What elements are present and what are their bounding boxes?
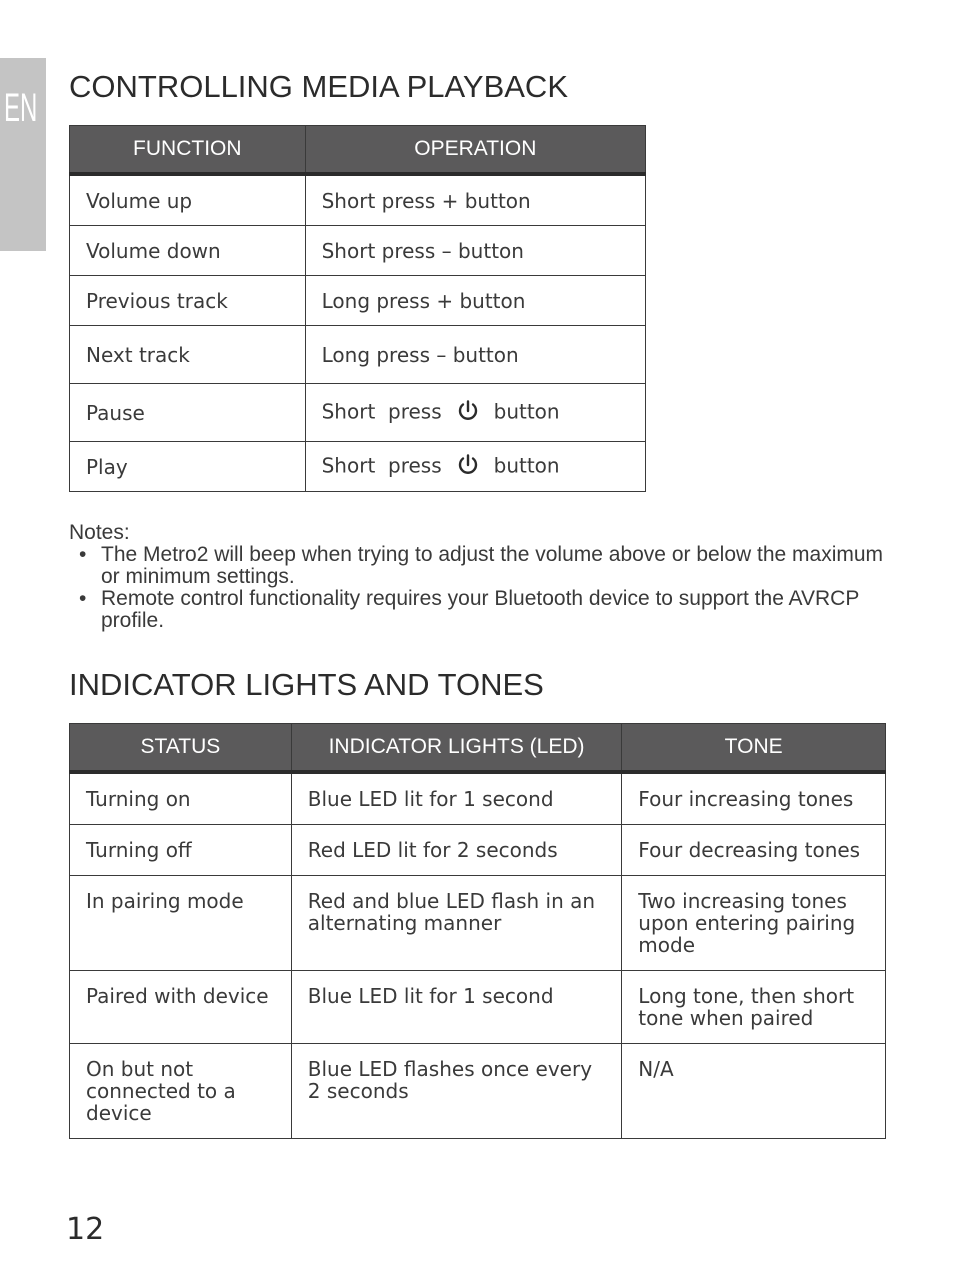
status-cell: Turning on [70, 772, 292, 825]
power-icon [456, 399, 480, 427]
led-cell: Blue LED flashes once every 2 seconds [291, 1044, 622, 1139]
page-number: 12 [66, 1212, 105, 1247]
table-row [70, 174, 646, 226]
status-cell: Turning off [70, 825, 292, 876]
media-playback-table [69, 125, 646, 492]
function-cell: Previous track [70, 276, 306, 326]
table-row [70, 825, 886, 876]
notes-list [69, 544, 889, 632]
status-cell: Paired with device [70, 971, 292, 1044]
function-cell: Volume down [70, 226, 306, 276]
header-function: FUNCTION [70, 126, 306, 175]
table-row [70, 971, 886, 1044]
table-row [70, 384, 646, 442]
language-tab-label: EN [4, 86, 38, 130]
table-row [70, 326, 646, 384]
operation-text: Short press [321, 453, 442, 477]
tone-cell: Four increasing tones [622, 772, 886, 825]
table-row [70, 772, 886, 825]
table-row [70, 876, 886, 971]
tone-cell: N/A [622, 1044, 886, 1139]
function-cell: Pause [70, 384, 306, 442]
led-cell: Blue LED lit for 1 second [291, 971, 622, 1044]
operation-cell: Short press + button [305, 174, 645, 226]
indicator-title: INDICATOR LIGHTS AND TONES [69, 667, 544, 702]
table-row [70, 1044, 886, 1139]
status-cell: In pairing mode [70, 876, 292, 971]
header-led: INDICATOR LIGHTS (LED) [291, 724, 622, 773]
tone-cell: Four decreasing tones [622, 825, 886, 876]
led-cell: Red and blue LED flash in an alternating manner [291, 876, 622, 971]
function-cell: Volume up [70, 174, 306, 226]
led-cell: Red LED lit for 2 seconds [291, 825, 622, 876]
status-cell: On but not connected to a device [70, 1044, 292, 1139]
indicator-table [69, 723, 886, 1139]
function-cell: Play [70, 442, 306, 492]
operation-cell: Long press + button [305, 276, 645, 326]
operation-text: button [493, 453, 560, 477]
operation-cell [305, 442, 645, 492]
media-playback-title: CONTROLLING MEDIA PLAYBACK [69, 69, 568, 104]
list-item: • The Metro2 will beep when trying to adjust the volume above or below the maximum or minimum settings. [69, 544, 889, 588]
operation-cell: Short press – button [305, 226, 645, 276]
tone-cell: Two increasing tones upon entering pairing mode [622, 876, 886, 971]
power-icon [456, 453, 480, 481]
table-row [70, 226, 646, 276]
notes-label: Notes: [69, 521, 130, 544]
header-status: STATUS [70, 724, 292, 773]
operation-cell [305, 384, 645, 442]
tone-cell: Long tone, then short tone when paired [622, 971, 886, 1044]
list-item: • Remote control functionality requires your Bluetooth device to support the AVRCP profile. [69, 588, 889, 632]
operation-cell: Long press – button [305, 326, 645, 384]
led-cell: Blue LED lit for 1 second [291, 772, 622, 825]
header-operation: OPERATION [305, 126, 645, 175]
function-cell: Next track [70, 326, 306, 384]
operation-text: button [493, 399, 560, 423]
table-row [70, 276, 646, 326]
notes [69, 522, 889, 632]
language-tab [0, 58, 46, 251]
table-row [70, 442, 646, 492]
operation-text: Short press [321, 399, 442, 423]
header-tone: TONE [622, 724, 886, 773]
